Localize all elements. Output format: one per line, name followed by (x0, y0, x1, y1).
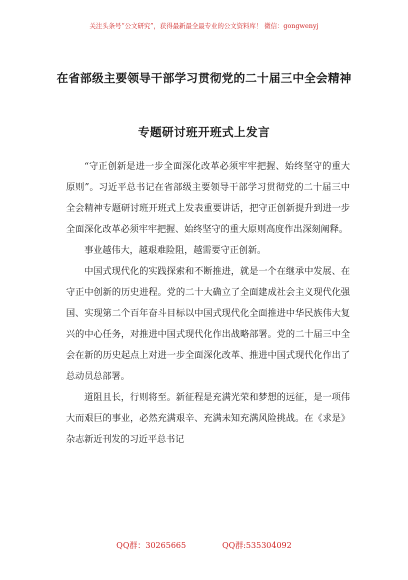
footer-qq-group-2: QQ群:535304092 (222, 541, 292, 550)
footer-qq-groups (0, 540, 408, 551)
body-paragraph-4: 道阻且长，行则将至。新征程是充满光荣和梦想的远征，是一项伟大而艰巨的事业，必然充满艰辛、充满未知充满风险挑战。在《求是》杂志新近刊发的习近平总书记 (66, 393, 350, 445)
header-promo-text: 关注头条号“公文研究”，获得最新最全最专业的公文资料库！ 微信： (89, 22, 284, 30)
body-paragraph-1: “守正创新是进一步全面深化改革必须牢牢把握、始终坚守的重大原则”。习近平总书记在省部级主要领导干部学习贯彻党的二十届三中全会精神专题研讨班开班式上发表重要讲话，把守正创新提升到进一步全面深化改革必须牢牢把握、始终坚守的重大原则高度作出深刻阐释。 (66, 162, 350, 235)
header-promo-note (0, 22, 408, 31)
document-body (66, 157, 350, 451)
header-wechat-id: gongwenyj (283, 22, 319, 30)
body-paragraph-2: 事业越伟大，越艰难险阻，越需要守正创新。 (84, 246, 267, 256)
document-title-line-1: 在省部级主要领导干部学习贯彻党的二十届三中全会精神 (56, 71, 352, 85)
body-paragraph-3: 中国式现代化的实践探索和不断推进，就是一个在继承中发展、在守正中创新的历史进程。党的二十大确立了全面建成社会主义现代化强国、实现第二个百年奋斗目标以中国式现代化全面推进中华民族伟大复兴的中心任务，对推进中国式现代化作出战略部署。党的二十届三中全会在新的历史起点上对进一步全面深化改革、推进中国式现代化作出了总动员总部署。 (66, 267, 350, 382)
document-title-line-2: 专题研讨班开班式上发言 (138, 125, 270, 139)
footer-qq-group-1: QQ群：30265665 (116, 541, 187, 550)
